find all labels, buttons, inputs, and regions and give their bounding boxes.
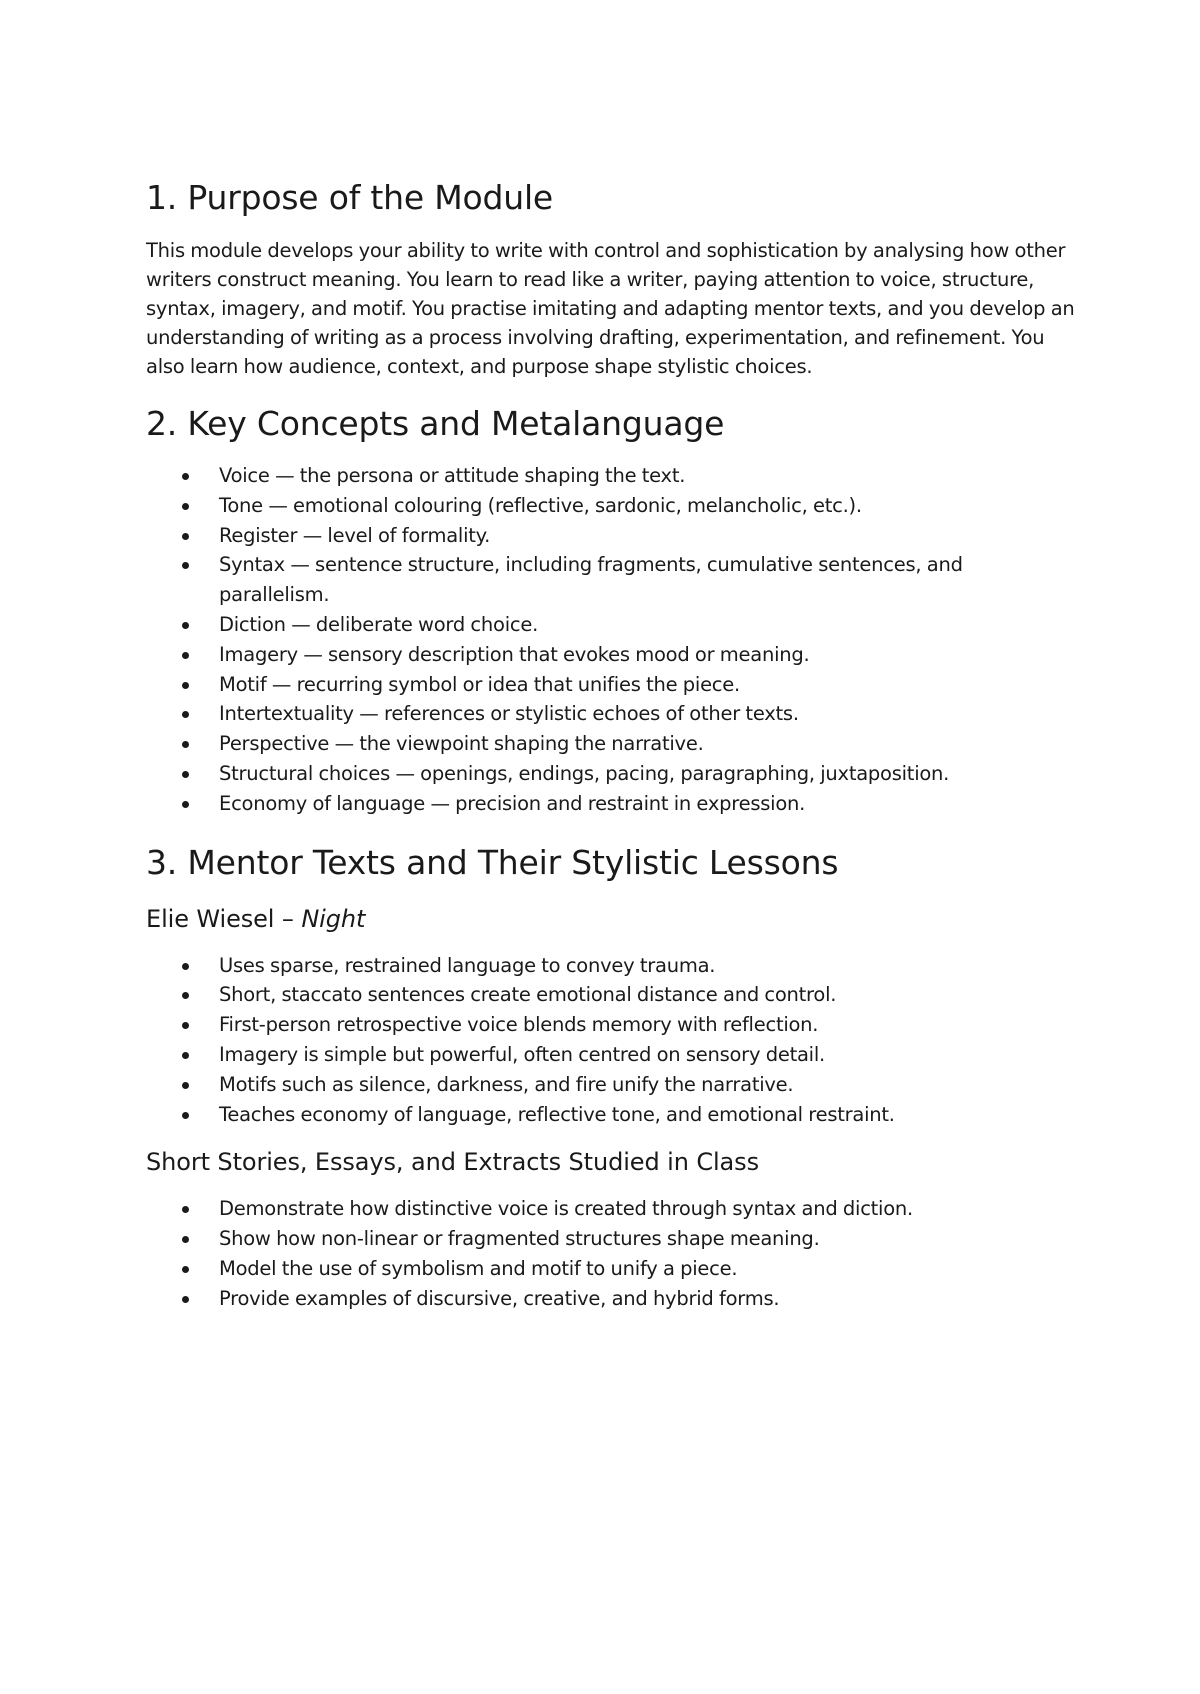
list-item xyxy=(146,670,1076,700)
list-item-text: Imagery is simple but powerful, often centred on sensory detail. xyxy=(219,1042,825,1066)
list-item-text: Model the use of symbolism and motif to unify a piece. xyxy=(219,1256,738,1280)
bullet-icon xyxy=(182,963,189,970)
bullet-icon xyxy=(182,711,189,718)
list-item xyxy=(146,1194,1076,1224)
subheading-elie-wiesel-night xyxy=(146,903,1076,935)
bullet-icon xyxy=(182,1022,189,1029)
list-item xyxy=(146,729,1076,759)
list-item-text: Uses sparse, restrained language to convey trauma. xyxy=(219,953,716,977)
bullet-icon xyxy=(182,1266,189,1273)
list-item-text: Show how non-linear or fragmented structures shape meaning. xyxy=(219,1227,820,1251)
section-heading-mentor-texts: 3. Mentor Texts and Their Stylistic Lessons xyxy=(146,842,839,882)
bullet-icon xyxy=(182,771,189,778)
list-item-text: Structural choices — openings, endings, pacing, paragraphing, juxtaposition. xyxy=(219,761,950,785)
subheading-book-title: Night xyxy=(301,904,366,933)
bullet-icon xyxy=(182,1296,189,1303)
bullet-icon xyxy=(182,622,189,629)
list-item-text: Register — level of formality. xyxy=(219,523,491,547)
bullet-icon xyxy=(182,533,189,540)
list-item xyxy=(146,640,1076,670)
bullet-icon xyxy=(182,503,189,510)
list-item xyxy=(146,699,1076,729)
list-item-text: Imagery — sensory description that evokes mood or meaning. xyxy=(219,642,810,666)
list-item xyxy=(146,951,1076,981)
list-item-text: Intertextuality — references or stylistic echoes of other texts. xyxy=(219,702,799,726)
subheading-short-stories: Short Stories, Essays, and Extracts Studied in Class xyxy=(146,1148,759,1177)
list-item-text: First-person retrospective voice blends memory with reflection. xyxy=(219,1013,819,1037)
list-item xyxy=(146,1254,1076,1284)
bullet-icon xyxy=(182,652,189,659)
bullet-icon xyxy=(182,1236,189,1243)
bullet-icon xyxy=(182,1052,189,1059)
list-item xyxy=(146,491,1076,521)
section-heading-key-concepts: 2. Key Concepts and Metalanguage xyxy=(146,404,725,443)
subheading-author: Elie Wiesel – xyxy=(146,904,302,933)
list-item xyxy=(146,759,1076,789)
list-item xyxy=(146,461,1076,491)
section-heading-purpose: 1. Purpose of the Module xyxy=(146,178,554,217)
bullet-icon xyxy=(182,473,189,480)
list-item xyxy=(146,521,1076,551)
list-item xyxy=(146,1284,1076,1314)
list-item-text: Motifs such as silence, darkness, and fire unify the narrative. xyxy=(219,1072,794,1096)
key-concepts-list xyxy=(146,461,1076,819)
bullet-icon xyxy=(182,562,189,569)
list-item-text: Short, staccato sentences create emotional distance and control. xyxy=(219,983,837,1007)
list-item xyxy=(146,1224,1076,1254)
wiesel-lessons-list xyxy=(146,951,1076,1130)
list-item-text: Teaches economy of language, reflective tone, and emotional restraint. xyxy=(219,1102,895,1126)
list-item-text: Perspective — the viewpoint shaping the narrative. xyxy=(219,732,704,756)
list-item-text: Tone — emotional colouring (reflective, sardonic, melancholic, etc.). xyxy=(219,493,862,517)
list-item xyxy=(146,789,1076,819)
list-item-text: Economy of language — precision and restraint in expression. xyxy=(219,791,806,815)
bullet-icon xyxy=(182,741,189,748)
list-item-text: Provide examples of discursive, creative, and hybrid forms. xyxy=(219,1286,780,1310)
bullet-icon xyxy=(182,1206,189,1213)
list-item-text: Demonstrate how distinctive voice is created through syntax and diction. xyxy=(219,1197,913,1221)
list-item xyxy=(146,1070,1076,1100)
class-texts-list xyxy=(146,1194,1076,1313)
list-item-text: Voice — the persona or attitude shaping the text. xyxy=(219,464,686,487)
purpose-paragraph: This module develops your ability to write with control and sophistication by analysing how other writers construct meaning. You learn to read like a writer, paying attention to voice, structure, syntax, imagery, and motif. You practise imitating and adapting mentor texts, and you develop an understanding of writing as a process involving drafting, experimentation, and refinement. You also learn how audience, context, and purpose shape stylistic choices. xyxy=(146,239,1075,378)
list-item-text: Syntax — sentence structure, including fragments, cumulative sentences, and parallelism. xyxy=(219,553,963,607)
list-item xyxy=(146,980,1076,1010)
list-item-text: Diction — deliberate word choice. xyxy=(219,612,539,636)
list-item xyxy=(146,1100,1076,1130)
bullet-icon xyxy=(182,682,189,689)
document-page xyxy=(146,176,1076,1314)
list-item xyxy=(146,610,1076,640)
list-item xyxy=(146,1040,1076,1070)
list-item-text: Motif — recurring symbol or idea that unifies the piece. xyxy=(219,672,740,696)
bullet-icon xyxy=(182,1082,189,1089)
list-item xyxy=(146,550,1076,610)
bullet-icon xyxy=(182,992,189,999)
list-item xyxy=(146,1010,1076,1040)
bullet-icon xyxy=(182,801,189,808)
bullet-icon xyxy=(182,1112,189,1119)
